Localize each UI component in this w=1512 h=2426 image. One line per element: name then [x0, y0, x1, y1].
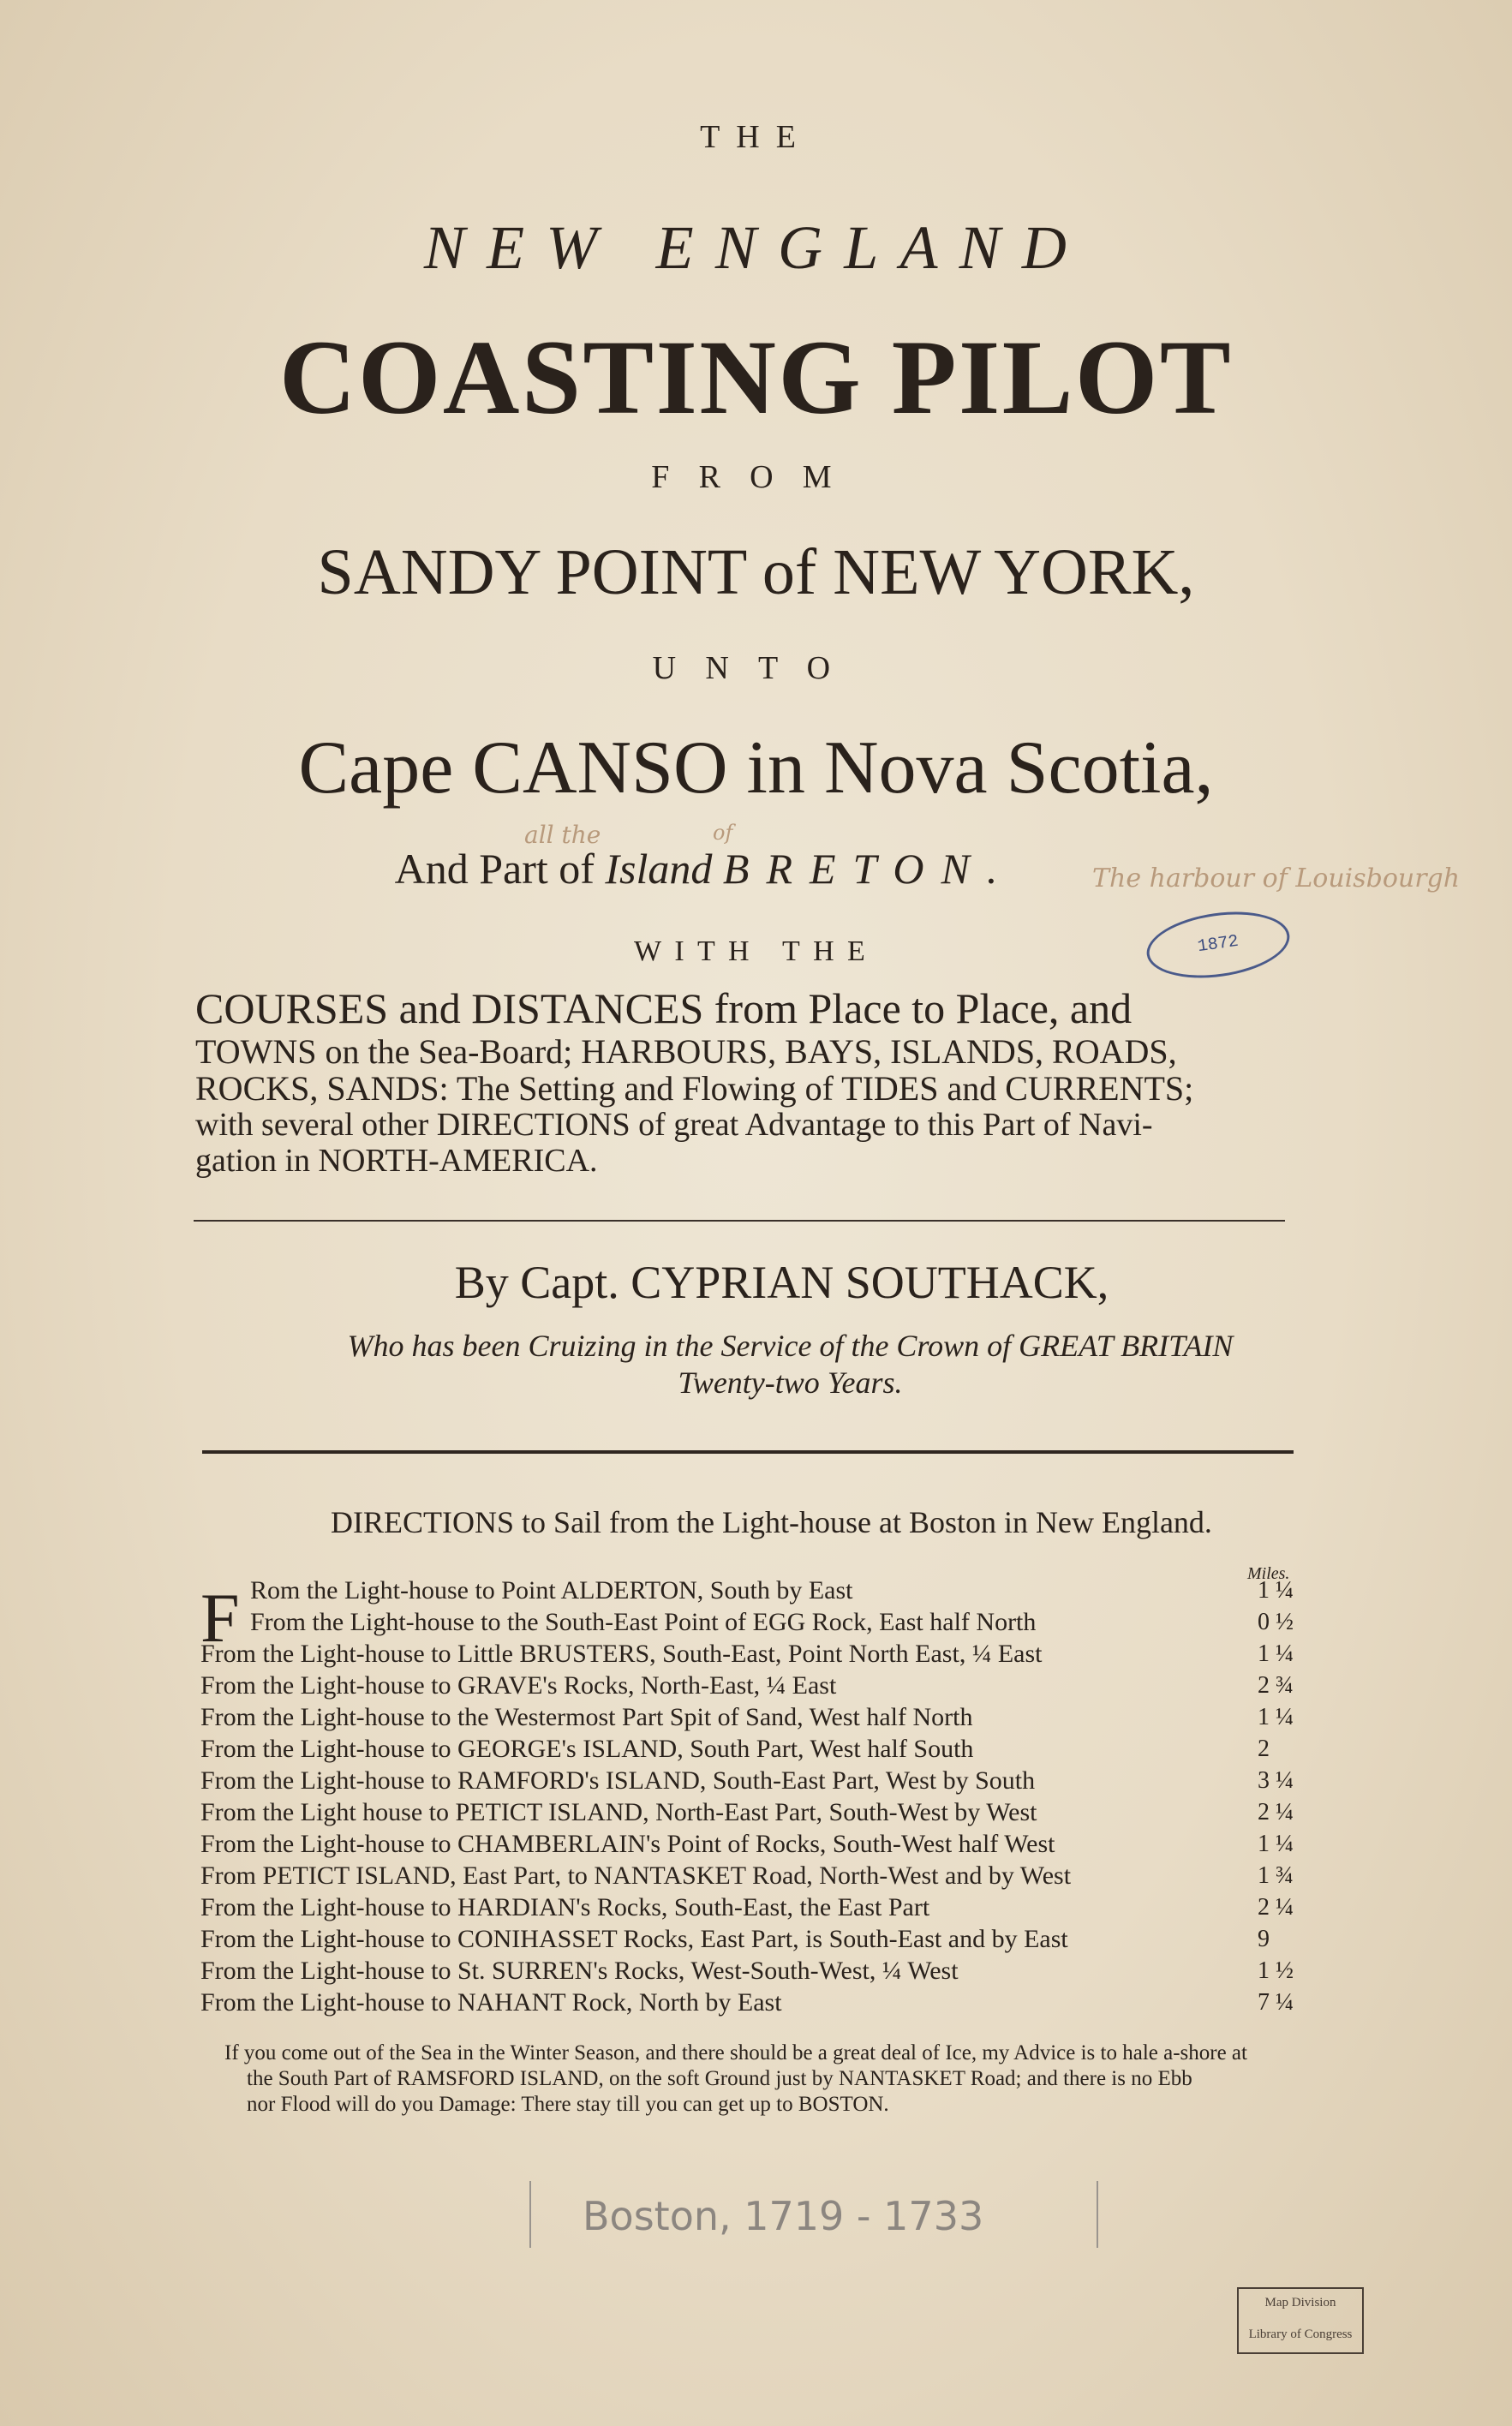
stamp-year: 1872 [1196, 931, 1240, 958]
drop-cap: F [200, 1579, 240, 1657]
divider-rule [194, 1220, 1285, 1222]
row-text: From the Light-house to Little BRUSTERS, South-East, Point North East, ¼ East [200, 1640, 1043, 1668]
author-byline: By Capt. CYPRIAN SOUTHACK, [454, 1257, 1109, 1308]
table-row [200, 1638, 1306, 1670]
courses-line: with several other DIRECTIONS of great Advantage to this Part of Navi- [195, 1107, 1153, 1143]
row-text: From the Light-house to CONIHASSET Rocks, East Part, is South-East and by East [200, 1925, 1068, 1953]
lc-box-bottom: Library of Congress [1248, 2327, 1353, 2341]
pencil-note-text: Boston, 1719 - 1733 [583, 2193, 984, 2239]
row-text: From the Light-house to RAMFORD's ISLAND, South-East Part, West by South [200, 1766, 1036, 1795]
lc-box-top: Map Division [1264, 2296, 1336, 2309]
row-miles: 9 [1258, 1926, 1270, 1952]
row-text: From the Light-house to St. SURREN's Rocks, West-South-West, ¼ West [200, 1957, 959, 1985]
directions-heading: DIRECTIONS to Sail from the Light-house at Boston in New England. [331, 1505, 1212, 1539]
row-miles: 2 ¼ [1258, 1894, 1294, 1921]
table-row [200, 1955, 1306, 1987]
table-row [200, 1701, 1306, 1733]
row-miles: 1 ¼ [1258, 1640, 1294, 1667]
row-text: From the Light-house to NAHANT Rock, North by East [200, 1988, 782, 2017]
library-of-congress-stamp [1237, 2287, 1364, 2354]
title-cape-canso: Cape CANSO in Nova Scotia, [298, 726, 1214, 810]
table-row [200, 1575, 1306, 1606]
row-miles: 7 ¼ [1258, 1989, 1294, 2016]
row-text: Rom the Light-house to Point ALDERTON, South by East [250, 1576, 853, 1604]
winter-advice-note [224, 2041, 1296, 2118]
row-miles: 2 [1258, 1736, 1270, 1762]
author-years: Twenty-two Years. [678, 1365, 903, 1400]
row-text: From the Light-house to HARDIAN's Rocks, South-East, the East Part [200, 1893, 930, 1921]
note-line: nor Flood will do you Damage: There stay till you can get up to BOSTON. [247, 2093, 889, 2116]
divider-rule [202, 1450, 1294, 1454]
row-miles: 2 ¾ [1258, 1672, 1294, 1699]
row-text: From the Light house to PETICT ISLAND, North-East Part, South-West by West [200, 1798, 1037, 1826]
and-part-text: And Part of [394, 845, 595, 893]
title-the: THE [700, 119, 812, 155]
title-unto: UNTO [652, 650, 860, 686]
courses-line: gation in NORTH-AMERICA. [195, 1143, 598, 1179]
title-new-england: NEW ENGLAND [423, 213, 1089, 282]
table-row [200, 1606, 1306, 1638]
row-miles: 3 ¼ [1258, 1767, 1294, 1794]
row-text: From the Light-house to GRAVE's Rocks, North-East, ¼ East [200, 1671, 837, 1700]
row-miles: 2 ¼ [1258, 1799, 1294, 1825]
table-row [200, 1733, 1306, 1765]
table-row [200, 1796, 1306, 1828]
author-service: Who has been Cruizing in the Service of the Crown of GREAT BRITAIN [347, 1329, 1234, 1363]
courses-paragraph [195, 983, 1292, 1178]
title-with-the: WITH THE [633, 935, 879, 967]
handwritten-all-the: all the [524, 821, 601, 849]
row-miles: 0 ½ [1258, 1609, 1294, 1635]
title-sandy-point: SANDY POINT of NEW YORK, [317, 536, 1195, 608]
island-text: Island [605, 845, 713, 893]
courses-line: COURSES and DISTANCES from Place to Place, and [195, 984, 1133, 1032]
note-line: If you come out of the Sea in the Winter Season, and there should be a great deal of Ice, my Advice is to hale a-shore at [224, 2041, 1247, 2064]
courses-line: ROCKS, SANDS: The Setting and Flowing of TIDES and CURRENTS; [195, 1069, 1194, 1108]
table-row [200, 1828, 1306, 1860]
title-from: FROM [651, 459, 861, 495]
handwritten-harbour-note: The harbour of Louisbourgh [1092, 863, 1461, 893]
row-miles: 1 ¼ [1258, 1704, 1294, 1730]
miles-label: Miles. [1247, 1564, 1290, 1583]
row-miles: 1 ¼ [1258, 1831, 1294, 1857]
row-text: From the Light-house to the South-East Point of EGG Rock, East half North [250, 1608, 1037, 1636]
directions-table [200, 1575, 1306, 2018]
note-line: the South Part of RAMSFORD ISLAND, on the soft Ground just by NANTASKET Road; and there is no Ebb [247, 2067, 1192, 2090]
row-text: From the Light-house to the Westermost Part Spit of Sand, West half North [200, 1703, 973, 1731]
breton-text: BRETON. [722, 845, 1015, 893]
title-coasting-pilot: COASTING PILOT [278, 319, 1234, 436]
pencil-annotation [529, 2181, 1098, 2248]
row-text: From the Light-house to GEORGE's ISLAND, South Part, West half South [200, 1735, 974, 1763]
table-row [200, 1765, 1306, 1796]
table-row [200, 1670, 1306, 1701]
table-row [200, 1860, 1306, 1891]
courses-line: TOWNS on the Sea-Board; HARBOURS, BAYS, ISLANDS, ROADS, [195, 1032, 1177, 1071]
table-row [200, 1923, 1306, 1955]
row-text: From PETICT ISLAND, East Part, to NANTASKET Road, North-West and by West [200, 1861, 1072, 1890]
row-miles: 1 ¼ [1258, 1577, 1294, 1604]
table-row [200, 1987, 1306, 2018]
handwritten-of: of [713, 821, 733, 845]
row-text: From the Light-house to CHAMBERLAIN's Point of Rocks, South-West half West [200, 1830, 1055, 1858]
row-miles: 1 ¾ [1258, 1862, 1294, 1889]
row-miles: 1 ½ [1258, 1957, 1294, 1984]
table-row [200, 1891, 1306, 1923]
